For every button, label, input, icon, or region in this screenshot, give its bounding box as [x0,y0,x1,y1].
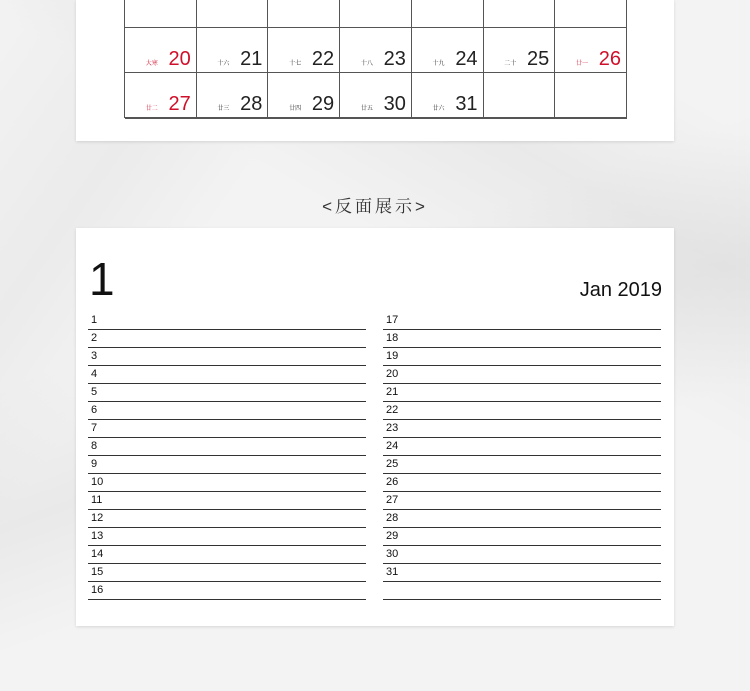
calendar-cell-empty [125,0,197,28]
calendar-cell-empty [197,0,269,28]
calendar-day-cell [125,73,197,118]
note-line: 26 [383,474,661,492]
calendar-day-cell [412,73,484,118]
note-line: 22 [383,402,661,420]
calendar-day-cell [484,118,556,119]
day-number: 20 [168,48,191,70]
month-number: 1 [89,253,115,305]
note-line: 10 [88,474,366,492]
note-line: 29 [383,528,661,546]
calendar-day-cell [340,73,412,118]
day-number: 31 [455,93,478,115]
notes-column-left [88,312,366,600]
note-line: 7 [88,420,366,438]
note-line: 14 [88,546,366,564]
note-line: 12 [88,510,366,528]
calendar-day-cell [197,28,269,73]
lunar-date-label: 廿五 [360,106,373,112]
calendar-cell-empty [484,0,556,28]
note-line: 17 [383,312,661,330]
note-line: 5 [88,384,366,402]
note-line: 11 [88,492,366,510]
lunar-date-label: 十七 [289,61,302,67]
calendar-day-cell [197,73,269,118]
section-label: <反面展示> [322,197,428,216]
note-line: 19 [383,348,661,366]
calendar-day-cell [484,28,556,73]
day-number: 21 [240,48,263,70]
calendar-day-cell [412,28,484,73]
notes-page-card [76,228,674,626]
calendar-day-cell [484,73,556,118]
calendar-cell-empty [555,0,627,28]
calendar-day-cell [412,118,484,119]
calendar-day-cell [555,28,627,73]
day-number: 28 [240,93,263,115]
lunar-date-label: 二十 [504,61,517,67]
note-line: 21 [383,384,661,402]
note-line: 25 [383,456,661,474]
calendar-day-cell [268,118,340,119]
day-number: 23 [383,48,406,70]
note-line: 27 [383,492,661,510]
day-number: 30 [383,93,406,115]
note-line: 20 [383,366,661,384]
lunar-date-label: 大寒 [145,61,158,67]
month-year-title: Jan 2019 [579,279,662,301]
note-line: 1 [88,312,366,330]
day-number: 22 [311,48,335,70]
lunar-date-label: 廿一 [575,61,588,67]
note-line: 18 [383,330,661,348]
calendar-grid [124,0,627,118]
calendar-day-cell [268,73,340,118]
lunar-date-label: 廿四 [289,106,302,112]
calendar-cell-empty [340,0,412,28]
day-number: 27 [168,93,191,115]
note-line: 2 [88,330,366,348]
day-number: 25 [527,48,550,70]
note-line: 4 [88,366,366,384]
calendar-day-cell [125,118,197,119]
note-line: 13 [88,528,366,546]
note-line: 30 [383,546,661,564]
lunar-date-label: 廿六 [432,106,445,112]
lunar-date-label: 十九 [432,61,445,67]
note-line: 24 [383,438,661,456]
calendar-day-cell [268,28,340,73]
day-number: 26 [598,48,621,70]
calendar-cell-empty [268,0,340,28]
note-line: 16 [88,582,366,600]
calendar-day-cell [197,118,269,119]
calendar-day-cell [555,73,627,118]
note-line: 31 [383,564,661,582]
lunar-date-label: 十八 [360,61,373,67]
lunar-date-label: 廿三 [217,106,230,112]
calendar-day-cell [340,28,412,73]
note-line: 23 [383,420,661,438]
day-number: 24 [455,48,478,70]
note-line: 3 [88,348,366,366]
note-line: 15 [88,564,366,582]
calendar-day-cell [125,28,197,73]
calendar-cell-empty [412,0,484,28]
day-number: 29 [311,93,335,115]
note-line [383,582,661,600]
note-line: 6 [88,402,366,420]
note-line: 8 [88,438,366,456]
note-line: 28 [383,510,661,528]
calendar-card-front [76,0,674,141]
lunar-date-label: 十六 [217,61,230,67]
calendar-day-cell [340,118,412,119]
note-line: 9 [88,456,366,474]
calendar-day-cell [555,118,627,119]
lunar-date-label: 廿二 [145,106,158,112]
notes-column-right [383,312,661,600]
